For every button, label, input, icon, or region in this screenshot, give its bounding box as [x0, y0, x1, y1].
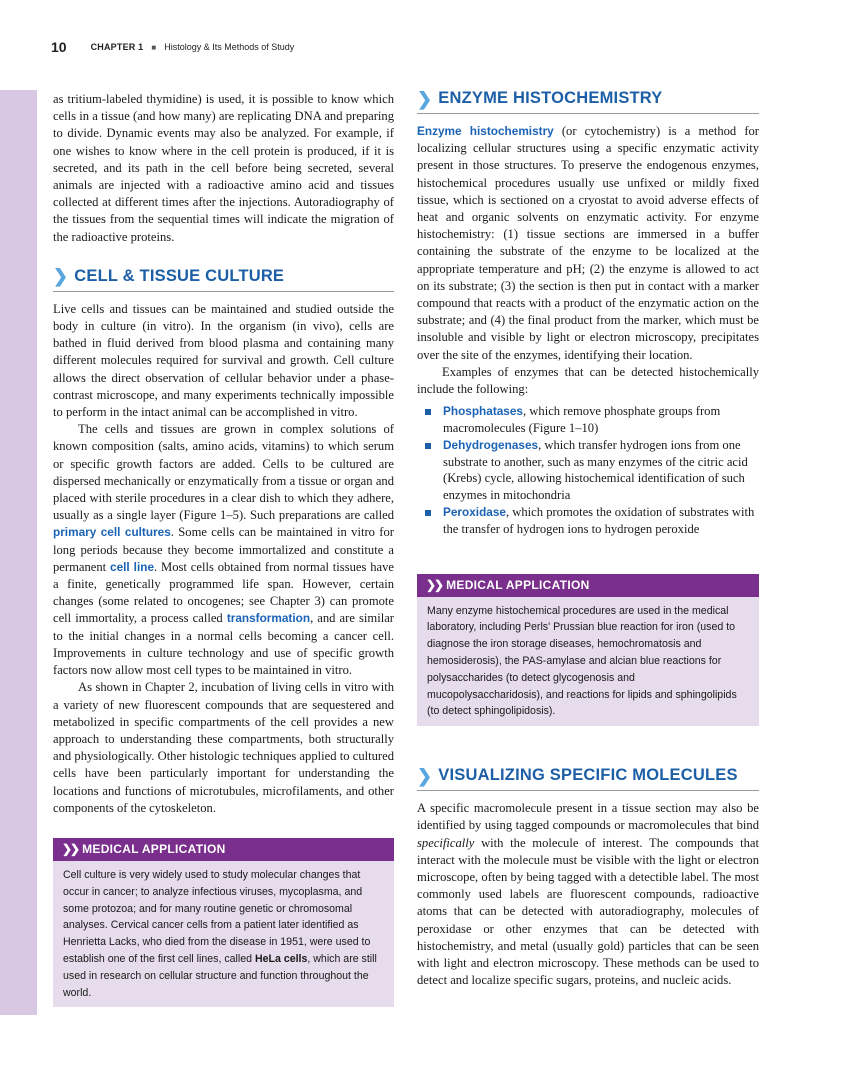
emphasis-specifically: specifically: [417, 835, 475, 850]
term-peroxidase: Peroxidase: [443, 505, 506, 520]
text-run: A specific macromolecule present in a tissue section may also be identified by using tagged compounds or macromolecules that bind: [417, 801, 759, 833]
chevron-right-icon: ❯: [417, 88, 433, 109]
culture-paragraph-3: As shown in Chapter 2, incubation of living cells in vitro with a variety of new fluorescent compounds that are sequestered and metabolized in specific compartments of the cell provides a new approach to understanding these compartments, both structurally and physiologically. Other histologic techniques applied to cultured cells have been particularly important for understanding the locations and functions of microtubules, microfilaments, and other components of the cytoskeleton.: [53, 680, 394, 815]
term-phosphatases: Phosphatases: [443, 404, 523, 419]
double-chevron-icon: ❯❯: [426, 577, 443, 592]
text-run: , which remove phosphate groups from macromolecules (Figure 1–10): [443, 404, 721, 436]
page-number: 10: [51, 39, 67, 55]
medical-application-box-left: [53, 838, 394, 1007]
enzyme-paragraph-1: [417, 123, 759, 364]
medical-application-box-right: [417, 574, 759, 727]
sidebar-tab: [0, 90, 37, 1015]
bullet-square-icon: [425, 443, 431, 449]
culture-paragraph-1: Live cells and tissues can be maintained and studied outside the body in culture (in vitro). In the organism (in vivo), cells are bathed in fluid derived from blood plasma and containing many different molecules required for survival and growth. Cell culture allows the direct observation of cellular behavior under a phase-contrast microscope, and many experiments technically impossible to perform in the intact animal can be accomplished in vitro.: [53, 301, 394, 420]
term-hela-cells: HeLa cells: [254, 952, 308, 965]
medical-application-heading: [53, 838, 394, 861]
text-run: , and are similar to the initial changes in a normal cells becoming a cancer cell. Improvements in culture technology and use of specific growth factors now allow most cell types to be maintained in vitro.: [53, 611, 394, 678]
text-run: with the molecule of interest. The compounds that interact with the molecule must be visible with the light or electron microscope, often by being tagged with a detectible label. The most commonly used labels are fluorescent compounds, radioactive atoms that can be detected with autoradiography, molecules of peroxidase or other enzymes that can be detected with histochemistry, and metal (usually gold) particles that can be seen with light and electron microscopy. These methods can be used to detect and localize specific sugars, proteins, and nucleic acids.: [417, 835, 759, 988]
term-cell-line: cell line: [110, 559, 155, 574]
cell-culture-heading-text: CELL & TISSUE CULTURE: [74, 266, 285, 285]
text-run: . Some cells can be maintained in vitro for long periods because they become immortalized and constitute a permanent: [53, 525, 394, 574]
chevron-right-icon: ❯: [53, 266, 69, 287]
medical-application-heading: [417, 574, 759, 597]
list-item: [417, 504, 759, 538]
text-run: . Most cells obtained from normal tissues have a finite, genetically programmed life span. However, certain changes (some related to oncogenes; see Chapter 3) can promote cell immortality, a process called: [53, 559, 395, 626]
term-enzyme-histochemistry: Enzyme histochemistry: [417, 124, 554, 138]
page-header: [51, 38, 294, 56]
header-separator: ■: [151, 42, 157, 52]
chevron-right-icon: ❯: [417, 765, 433, 786]
visualizing-heading: [417, 766, 759, 791]
term-primary-cell-cultures: primary cell cultures: [53, 525, 171, 540]
medical-application-heading-text: MEDICAL APPLICATION: [446, 577, 590, 592]
medical-application-text: Many enzyme histochemical procedures are used in the medical laboratory, including Perls' Prussian blue reaction for iron (used to diagnose the iron storage diseases, hemochromatosis and hemosiderosis), the PAS-amylase and alcian blue reactions for polysaccharides (to detect glycogenosis and mucopolysaccharidosis), and reactions for lipids and sphingolipids (to detect sphingolipidosis).: [427, 604, 737, 718]
term-transformation: transformation: [226, 611, 311, 626]
culture-paragraph-2: [53, 421, 394, 679]
list-item: [417, 403, 759, 437]
text-run: , which transfer hydrogen ions from one substrate to another, such as many enzymes of the citric acid (Krebs) cycle, allowing histochemical identification of such enzymes in mitochondria: [443, 437, 748, 503]
enzyme-list: [417, 403, 759, 537]
double-chevron-icon: ❯❯: [62, 841, 79, 856]
text-run: , which are still used in research on cellular structure and function throughout the world.: [63, 952, 377, 999]
bullet-square-icon: [425, 510, 431, 516]
visualizing-paragraph: [417, 800, 759, 989]
visualizing-heading-text: VISUALIZING SPECIFIC MOLECULES: [438, 766, 738, 785]
medical-application-text: [53, 861, 394, 1007]
chapter-title: Histology & Its Methods of Study: [164, 42, 295, 52]
term-dehydrogenases: Dehydrogenases: [443, 437, 539, 452]
intro-paragraph: as tritium-labeled thymidine) is used, it is possible to know which cells in a tissue (and how many) are replicating DNA and preparing to divide. Dynamic events may also be analyzed. For example, if one wishes to know where in the cell protein is produced, if it is secreted, and its path in the cell before being secreted, several animals are injected with a radioactive amino acid and tissues collected at different times after the injections. Autoradiography of the tissues from the sequential times will indicate the migration of the radioactive proteins.: [53, 92, 394, 244]
right-column: [417, 89, 759, 989]
bullet-square-icon: [425, 409, 431, 415]
text-run: (or cytochemistry) is a method for localizing cellular structures using a specific enzymatic activity present in those structures. To preserve the endogenous enzymes, histochemical procedures usually use unfixed or mildly fixed tissue, which is sectioned on a cryostat to avoid adverse effects of heat and organic solvents on enzymatic activity. For enzyme histochemistry: (1) tissue sections are immersed in a buffer containing the substrate of the enzyme to be localized at the appropriate temperature and pH; (2) the enzyme is allowed to act on its substrate; (3) the section is then put in contact with a marker compound that reacts with a product of the enzymatic action on the substrate; and (4) the final product from the marker, which must be insoluble and visible by light or electron microscopy, precipitates over the site of the enzymes, identifying their location.: [417, 124, 760, 362]
chapter-label: CHAPTER 1: [90, 42, 144, 52]
text-run: , which promotes the oxidation of substrates with the transfer of hydrogen ions to hydrogen peroxide: [443, 505, 755, 536]
cell-culture-heading: [53, 267, 394, 292]
enzyme-heading-text: ENZYME HISTOCHEMISTRY: [438, 89, 663, 107]
enzyme-paragraph-2: Examples of enzymes that can be detected histochemically include the following:: [417, 364, 759, 397]
list-item: [417, 437, 759, 504]
text-run: Cell culture is very widely used to study molecular changes that occur in cancer; to analyze infectious viruses, mycoplasma, and some protozoa; and for many routine genetic or chromosomal analyses. Cervical cancer cells from a patient later identified as Henrietta Lacks, who died from the disease in 1951, were used to establish one of the first cell lines, called: [63, 868, 371, 965]
enzyme-heading: [417, 89, 759, 114]
text-run: The cells and tissues are grown in complex solutions of known composition (salts, amino acids, vitamins) to which serum or specific growth factors are added. Cells to be cultured are dispersed mechanically or enzymatically from a tissue or organ and placed with sterile procedures in a clear dish to which they adhere, usually as a single layer (Figure 1–5). Such preparations are called: [53, 422, 394, 523]
left-column: [53, 91, 394, 1007]
medical-application-heading-text: MEDICAL APPLICATION: [82, 841, 226, 856]
